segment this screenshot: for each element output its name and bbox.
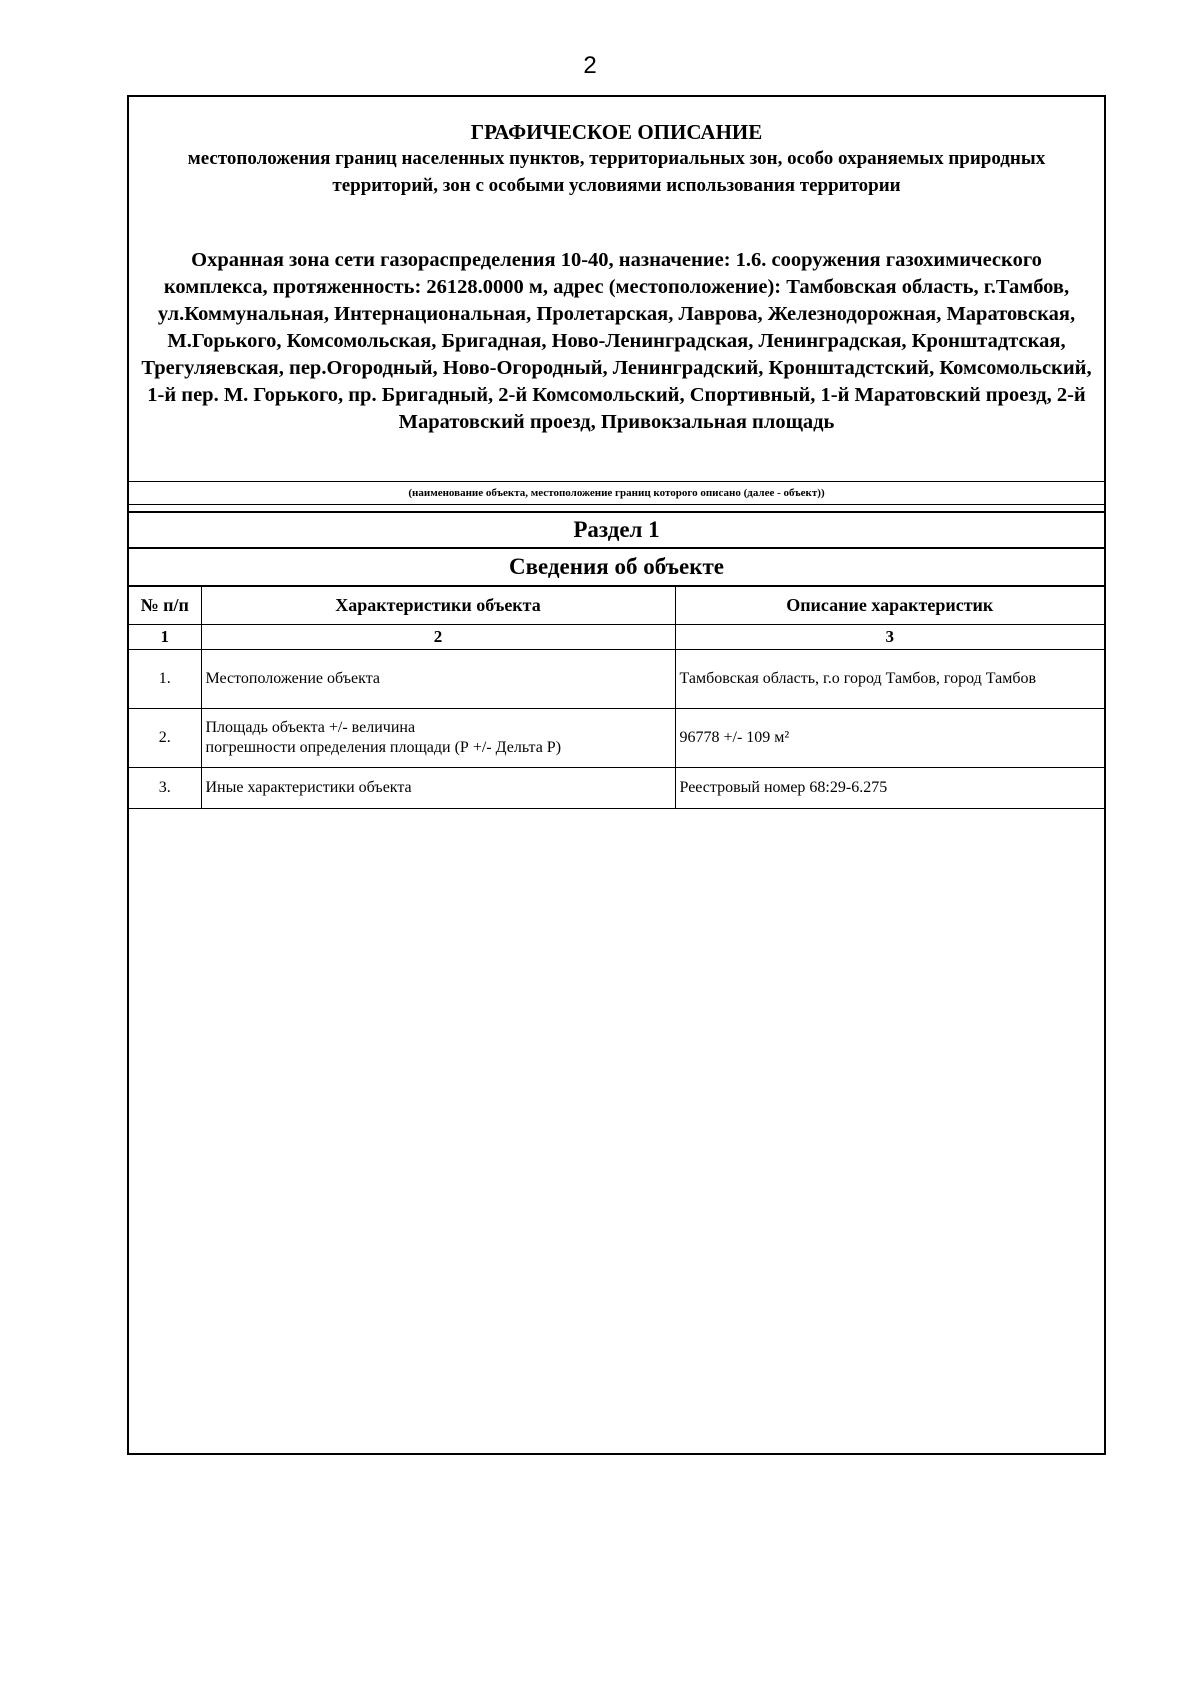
column-number-row [129,625,1104,650]
row-number: 3. [129,768,201,809]
row-description: Реестровый номер 68:29-6.275 [675,768,1104,809]
row-characteristic: Местоположение объекта [201,650,675,709]
object-info-table [129,586,1104,809]
row-description: Тамбовская область, г.о город Тамбов, город Тамбов [675,650,1104,709]
document-header [129,97,1104,482]
section-title: Раздел 1 [129,511,1104,549]
table-row [129,650,1104,709]
table-header-row [129,586,1104,625]
table-row [129,709,1104,768]
object-name: Охранная зона сети газораспределения 10-40, назначение: 1.6. сооружения газохимического комплекса, протяженность: 26128.0000 м, адрес (местоположение): Тамбовская область, г.Тамбов, ул.Коммунальная, Интернациональная, Пролетарская, Лаврова, Железнодорожная, Маратовская, М.Горького, Комсомольская, Бригадная, Ново-Ленинградская, Ленинградская, Кронштадтская, Трегуляевская, пер.Огородный, Ново-Огородный, Ленинградский, Кронштадстский, Комсомольский, 1-й пер. М. Горького, пр. Бригадный, 2-й Комсомольский, Спортивный, 1-й Маратовский проезд, 2-й Маратовский проезд, Привокзальная площадь [141,249,1092,433]
row-description: 96778 +/- 109 м² [675,709,1104,768]
row-number: 2. [129,709,201,768]
section-subtitle: Сведения об объекте [129,549,1104,587]
header-number: № п/п [129,586,201,625]
column-number: 3 [675,625,1104,650]
document-frame [127,95,1106,1455]
table-row [129,768,1104,809]
header-characteristic: Характеристики объекта [201,586,675,625]
object-name-caption: (наименование объекта, местоположение границ которого описано (далее - объект)) [129,481,1104,505]
page-number: 2 [583,52,597,79]
document-title: ГРАФИЧЕСКОЕ ОПИСАНИЕ [470,120,763,144]
header-description: Описание характеристик [675,586,1104,625]
row-characteristic: Площадь объекта +/- величина погрешности определения площади (Р +/- Дельта Р) [201,709,675,768]
document-subtitle: местоположения границ населенных пунктов, территориальных зон, особо охраняемых природных территорий, зон с особыми условиями использования территории [187,148,1046,196]
row-characteristic: Иные характеристики объекта [201,768,675,809]
column-number: 2 [201,625,675,650]
row-number: 1. [129,650,201,709]
column-number: 1 [129,625,201,650]
